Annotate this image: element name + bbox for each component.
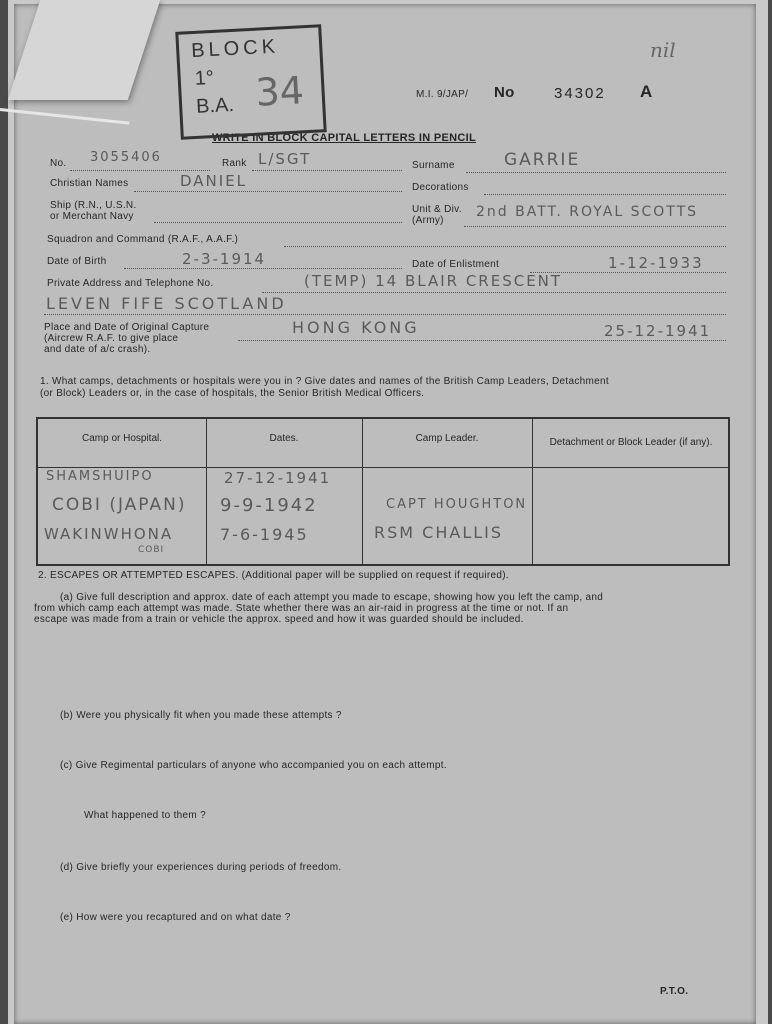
ship-label-2: or Merchant Navy [50, 211, 134, 222]
dob-label: Date of Birth [47, 256, 107, 267]
address-value-1: (TEMP) 14 BLAIR CRESCENT [304, 272, 563, 290]
question-2c: (c) Give Regimental particulars of anyone who accompanied you on each attempt. [60, 760, 447, 771]
row-3-camp-note: COBI [138, 545, 165, 555]
question-1-line-2: (or Block) Leaders or, in the case of hospitals, the Senior British Medical Officers. [40, 388, 425, 399]
capture-label-1: Place and Date of Original Capture [44, 322, 210, 333]
row-2-camp: COBI (JAPAN) [52, 495, 187, 515]
decorations-label: Decorations [412, 182, 469, 193]
row-2-leader: CAPT HOUGHTON [386, 497, 528, 512]
instruction-banner: WRITE IN BLOCK CAPITAL LETTERS IN PENCIL [212, 132, 476, 144]
question-1-line-1: 1. What camps, detachments or hospitals were you in ? Give dates and names of the British Camp Leaders, Detachment [40, 376, 609, 387]
nil-note: nil [650, 38, 676, 62]
row-1-date: 27-12-1941 [224, 469, 332, 487]
enlistment-label: Date of Enlistment [412, 259, 500, 270]
header-dates: Dates. [269, 433, 299, 444]
stamp-line-3: B.A. [195, 93, 235, 118]
row-3-leader: RSM CHALLIS [374, 523, 504, 542]
header-camp-leader: Camp Leader. [415, 433, 479, 444]
question-2a-line-2: from which camp each attempt was made. State whether there was an air-raid in progress at the time or not. If an [34, 603, 569, 614]
pto-label: P.T.O. [660, 986, 689, 997]
header-camp: Camp or Hospital. [81, 433, 163, 444]
block-stamp [175, 24, 326, 139]
question-2b: (b) Were you physically fit when you made these attempts ? [60, 710, 342, 721]
stamp-line-2: 1° [194, 66, 215, 90]
question-2d: (d) Give briefly your experiences during periods of freedom. [60, 862, 342, 873]
rank-label: Rank [222, 158, 247, 169]
form-page [14, 4, 756, 1024]
christian-names-label: Christian Names [50, 178, 129, 189]
row-1-camp: SHAMSHUIPO [46, 469, 154, 484]
question-2a-line-1: (a) Give full description and approx. date of each attempt you made to escape, showing how you left the camp, and [60, 592, 604, 603]
surname-label: Surname [412, 160, 455, 171]
dob-value: 2-3-1914 [182, 250, 267, 268]
service-no-label: No. [50, 158, 67, 169]
capture-label-2: (Aircrew R.A.F. to give place [44, 333, 179, 344]
capture-place-value: HONG KONG [292, 318, 420, 337]
christian-names-value: DANIEL [180, 172, 248, 190]
question-2a-line-3: escape was made from a train or vehicle the approx. speed and how it was guarded should be included. [34, 614, 524, 625]
ref-label: M.I. 9/JAP/ [416, 89, 469, 100]
capture-label-3: and date of a/c crash). [44, 344, 151, 355]
camps-table [36, 417, 730, 566]
row-3-date: 7-6-1945 [220, 525, 309, 544]
unit-label-2: (Army) [412, 215, 444, 226]
service-no-value: 3055406 [90, 150, 162, 165]
document-number: 34302 [554, 85, 606, 102]
capture-date-value: 25-12-1941 [604, 322, 712, 340]
row-3-camp: WAKINWHONA [44, 525, 174, 543]
surname-value: GARRIE [504, 150, 581, 170]
row-2-date: 9-9-1942 [220, 495, 318, 516]
rank-value: L/SGT [258, 150, 312, 168]
address-label: Private Address and Telephone No. [47, 278, 214, 289]
squadron-label: Squadron and Command (R.A.F., A.A.F.) [47, 234, 239, 245]
unit-label-1: Unit & Div. [412, 204, 462, 215]
question-2c-followup: What happened to them ? [84, 810, 206, 821]
enlistment-value: 1-12-1933 [608, 254, 704, 272]
ship-label-1: Ship (R.N., U.S.N. [50, 200, 137, 211]
question-2-title: 2. ESCAPES OR ATTEMPTED ESCAPES. (Additional paper will be supplied on request if required). [38, 570, 509, 581]
document-suffix: A [640, 82, 653, 101]
stamp-number: 34 [254, 68, 306, 115]
unit-value: 2nd BATT. ROYAL SCOTTS [476, 204, 699, 220]
question-2e: (e) How were you recaptured and on what date ? [60, 912, 291, 923]
number-label: No [494, 84, 515, 101]
stamp-line-1: BLOCK [190, 35, 280, 63]
address-value-2: LEVEN FIFE SCOTLAND [46, 294, 287, 313]
header-detachment-leader: Detachment or Block Leader (if any). [549, 437, 713, 448]
